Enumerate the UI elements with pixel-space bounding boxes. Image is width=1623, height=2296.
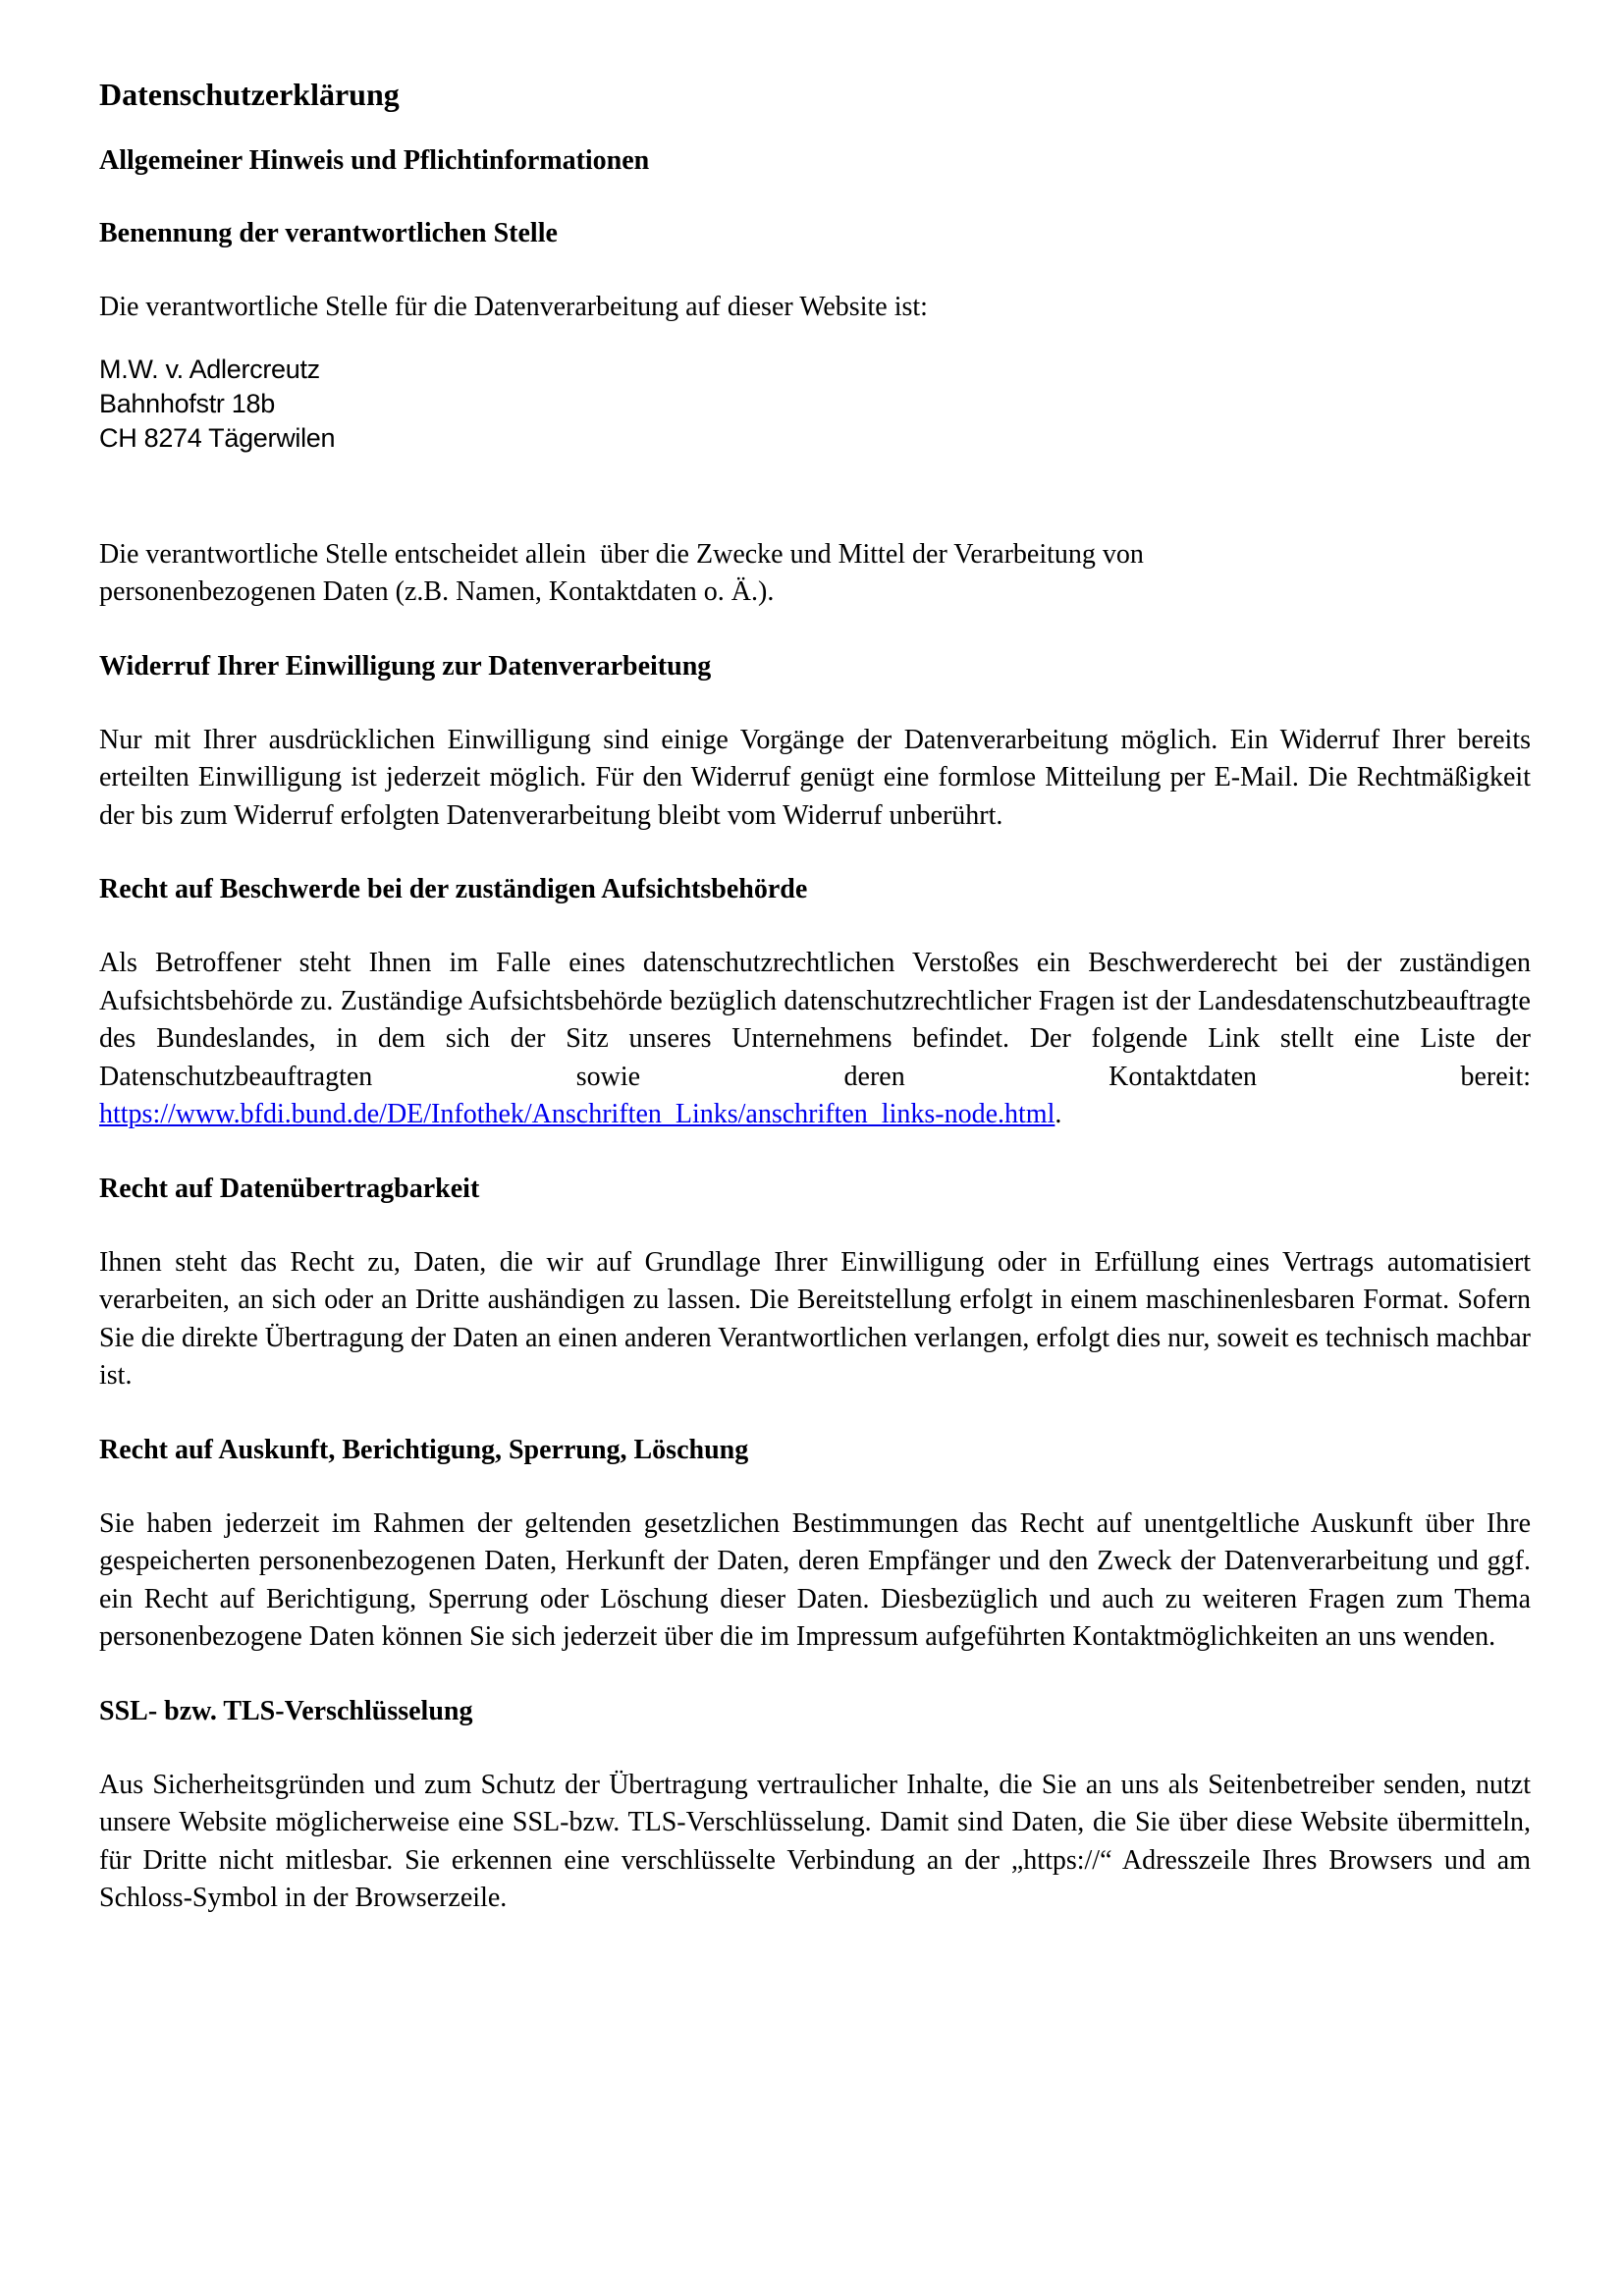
- bfdi-link[interactable]: https://www.bfdi.bund.de/DE/Infothek/Anschriften_Links/anschriften_links-node.html: [99, 1099, 1055, 1129]
- address-block: [99, 353, 1531, 456]
- document-title: Datenschutzerklärung: [99, 77, 400, 112]
- section-ssl-tls-encryption: [99, 1694, 1531, 1918]
- privacy-policy-document: [99, 75, 1531, 1955]
- section-text: Die verantwortliche Stelle entscheidet allein über die Zwecke und Mittel der Verarbeitung von personenbezogenen Daten (z.B. Namen, Kontaktdaten o. Ä.).: [99, 538, 1151, 607]
- section-heading: Widerruf Ihrer Einwilligung zur Datenverarbeitung: [99, 650, 712, 682]
- address-city: CH 8274 Tägerwilen: [99, 422, 336, 453]
- section-heading: Recht auf Datenübertragbarkeit: [99, 1173, 480, 1204]
- section-heading: SSL- bzw. TLS-Verschlüsselung: [99, 1695, 473, 1726]
- section-heading: Recht auf Beschwerde bei der zuständigen Aufsichtsbehörde: [99, 874, 808, 904]
- section-heading: Recht auf Auskunft, Berichtigung, Sperrung, Löschung: [99, 1434, 749, 1465]
- section-responsible-party: [99, 216, 1531, 612]
- section-intro: Die verantwortliche Stelle für die Datenverarbeitung auf dieser Website ist:: [99, 292, 928, 322]
- document-subtitle: Allgemeiner Hinweis und Pflichtinformationen: [99, 145, 650, 176]
- address-name: M.W. v. Adlercreutz: [99, 354, 320, 384]
- section-text: Aus Sicherheitsgründen und zum Schutz der Übertragung vertraulicher Inhalte, die Sie an uns als Seitenbetreiber senden, nutzt unsere Website möglicherweise eine SSL-bzw. TLS-Verschlüsselung. Damit sind Daten, die Sie über diese Website übermitteln, für Dritte nicht mitlesbar. Sie erkennen eine verschlüsselte Verbindung an der „https://“ Adresszeile Ihres Browsers und am Schloss-Symbol in der Browserzeile.: [99, 1769, 1531, 1913]
- section-text: Sie haben jederzeit im Rahmen der geltenden gesetzlichen Bestimmungen das Recht auf unentgeltliche Auskunft über Ihre gespeicherten personenbezogenen Daten, Herkunft der Daten, deren Empfänger und den Zweck der Datenverarbeitung und ggf. ein Recht auf Berichtigung, Sperrung oder Löschung dieser Daten. Diesbezüglich und auch zu weiteren Fragen zum Thema personenbezogene Daten können Sie sich jederzeit über die im Impressum aufgeführten Kontaktmöglichkeiten an uns wenden.: [99, 1507, 1531, 1652]
- section-data-portability: [99, 1172, 1531, 1395]
- section-text-content: Als Betroffener steht Ihnen im Falle eines datenschutzrechtlichen Verstoßes ein Beschwerderecht bei der zuständigen Aufsichtsbehörde zu. Zuständige Aufsichtsbehörde bezüglich datenschutzrechtlicher Fragen ist der Landesdatenschutzbeauftragte des Bundeslandes, in dem sich der Sitz unseres Unternehmens befindet. Der folgende Link stellt eine Liste der Datenschutzbeauftragten sowie deren Kontaktdaten bereit:: [99, 948, 1531, 1092]
- section-text: [99, 945, 1531, 1134]
- section-right-to-information: [99, 1433, 1531, 1657]
- section-text: Nur mit Ihrer ausdrücklichen Einwilligung sind einige Vorgänge der Datenverarbeitung möglich. Ein Widerruf Ihrer bereits erteilten Einwilligung ist jederzeit möglich. Für den Widerruf genügt eine formlose Mitteilung per E-Mail. Die Rechtmäßigkeit der bis zum Widerruf erfolgten Datenverarbeitung bleibt vom Widerruf unberührt.: [99, 724, 1531, 831]
- link-suffix: .: [1055, 1099, 1062, 1129]
- section-right-to-complain: [99, 872, 1531, 1134]
- section-heading: Benennung der verantwortlichen Stelle: [99, 218, 558, 248]
- section-text: Ihnen steht das Recht zu, Daten, die wir auf Grundlage Ihrer Einwilligung oder in Erfüllung eines Vertrags automatisiert verarbeiten, an sich oder an Dritte aushändigen zu lassen. Die Bereitstellung erfolgt in einem maschinenlesbaren Format. Sofern Sie die direkte Übertragung der Daten an einen anderen Verantwortlichen verlangen, erfolgt dies nur, soweit es technisch machbar ist.: [99, 1246, 1531, 1391]
- section-consent-withdrawal: [99, 649, 1531, 836]
- address-street: Bahnhofstr 18b: [99, 388, 275, 418]
